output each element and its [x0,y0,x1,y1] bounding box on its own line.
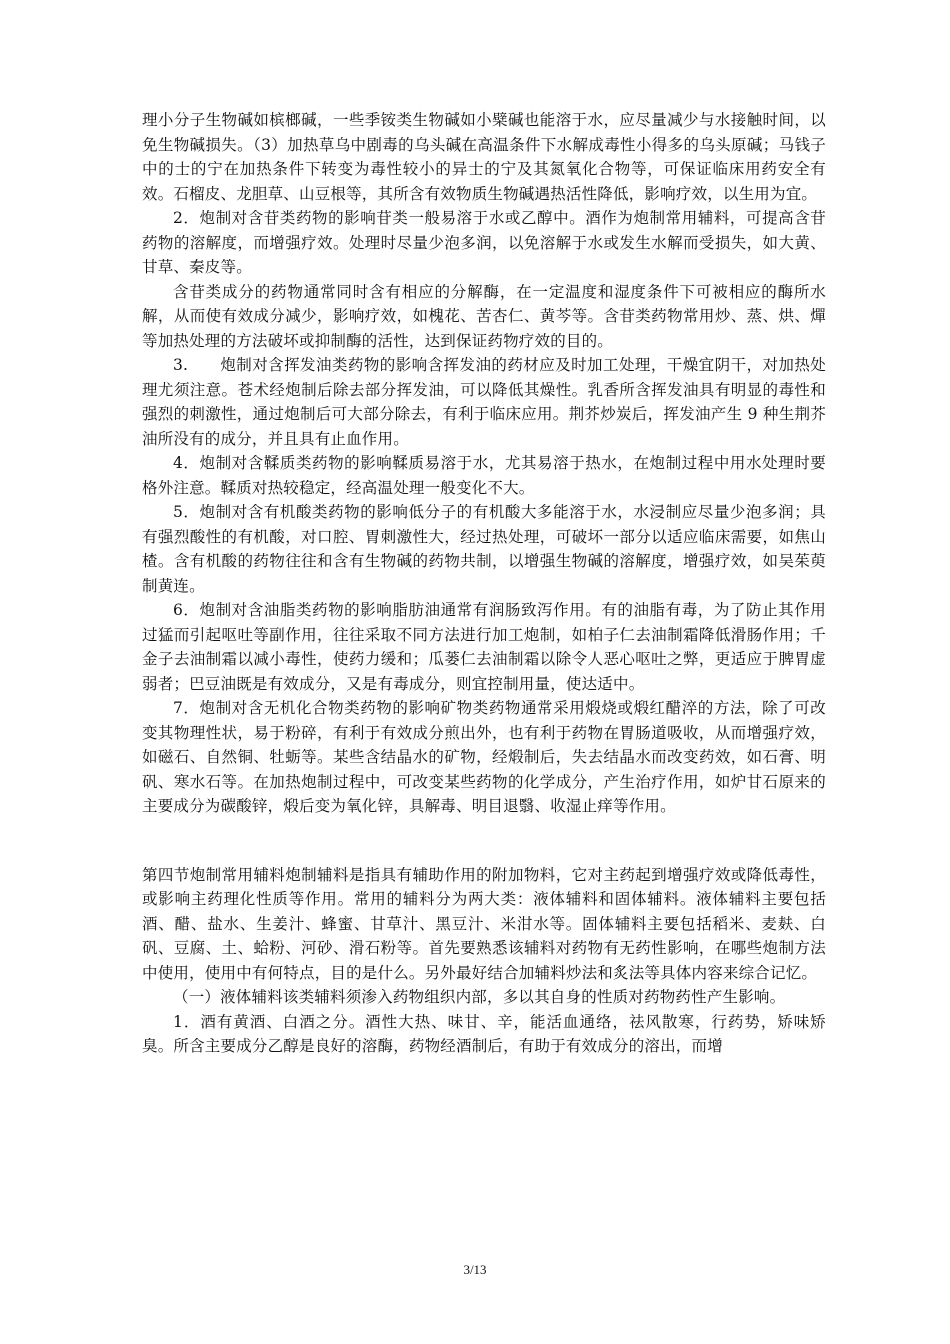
paragraph-glycosides: 2．炮制对含苷类药物的影响苷类一般易溶于水或乙醇中。酒作为炮制常用辅料，可提高含苷药物的溶解度，而增强疗效。处理时尽量少泡多润，以免溶解于水或发生水解而受损失，如大黄、甘草、秦皮等。 [142,209,826,276]
paragraph-tannins: 4．炮制对含鞣质类药物的影响鞣质易溶于水，尤其易溶于热水，在炮制过程中用水处理时要格外注意。鞣质对热较稳定，经高温处理一般变化不大。 [142,454,826,497]
paragraph-volatile-oils: 3. 炮制对含挥发油类药物的影响含挥发油的药材应及时加工处理，干燥宜阴干，对加热处理尤须注意。苍术经炮制后除去部分挥发油，可以降低其燥性。乳香所含挥发油具有明显的毒性和强烈的刺激性，通过炮制后可大部分除去，有利于临床应用。荆芥炒炭后，挥发油产生 9 种生荆芥油所没有的成分，并且具有止血作用。 [142,356,826,448]
paragraph-glycoside-enzymes: 含苷类成分的药物通常同时含有相应的分解酶，在一定温度和湿度条件下可被相应的酶所水解，从而使有效成分减少，影响疗效，如槐花、苦杏仁、黄芩等。含苷类药物常用炒、蒸、烘、燀等加热处理的方法破坏或抑制酶的活性，达到保证药物疗效的目的。 [142,282,826,350]
paragraph-liquid-auxiliaries: （一）液体辅料该类辅料须渗入药物组织内部，多以其自身的性质对药物药性产生影响。 [173,988,786,1006]
document-body [142,108,826,1059]
paragraph-alkaloid-continued: 理小分子生物碱如槟榔碱，一些季铵类生物碱如小檗碱也能溶于水，应尽量减少与水接触时间，以免生物碱损失。（3）加热草乌中剧毒的乌头碱在高温条件下水解成毒性小得多的乌头原碱；马钱子中的士的宁在加热条件下转变为毒性较小的异士的宁及其氮氧化合物等，可保证临床用药安全有效。石榴皮、龙胆草、山豆根等，其所含有效物质生物碱遇热活性降低，影响疗效，以生用为宜。 [142,111,826,203]
section-gap [142,819,826,863]
paragraph-section-four-auxiliary-materials: 第四节炮制常用辅料炮制辅料是指具有辅助作用的附加物料，它对主药起到增强疗效或降低毒性，或影响主药理化性质等作用。常用的辅料分为两大类：液体辅料和固体辅料。液体辅料主要包括酒、醋、盐水、生姜汁、蜂蜜、甘草汁、黑豆汁、米泔水等。固体辅料主要包括稻米、麦麸、白矾、豆腐、土、蛤粉、河砂、滑石粉等。首先要熟悉该辅料对药物有无药性影响，在哪些炮制方法中使用，使用中有何特点，目的是什么。另外最好结合加辅料炒法和炙法等具体内容来综合记忆。 [142,865,826,982]
paragraph-organic-acids: 5．炮制对含有机酸类药物的影响低分子的有机酸大多能溶于水，水浸制应尽量少泡多润；具有强烈酸性的有机酸，对口腔、胃刺激性大，经过热处理，可破坏一部分以适应临床需要，如焦山楂。含有机酸的药物往往和含有生物碱的药物共制，以增强生物碱的溶解度，增强疗效，如吴茱萸制黄连。 [142,503,826,595]
paragraph-inorganic-compounds: 7．炮制对含无机化合物类药物的影响矿物类药物通常采用煅烧或煅红醋淬的方法，除了可改变其物理性状，易于粉碎，有利于有效成分煎出外，也有利于药物在胃肠道吸收，从而增强疗效，如磁石、自然铜、牡蛎等。某些含结晶水的矿物，经煅制后，失去结晶水而改变药效，如石膏、明矾、寒水石等。在加热炮制过程中，可改变某些药物的化学成分，产生治疗作用，如炉甘石原来的主要成分为碳酸锌，煅后变为氧化锌，具解毒、明目退翳、收湿止痒等作用。 [142,699,826,815]
paragraph-wine: 1．酒有黄酒、白酒之分。酒性大热、味甘、辛，能活血通络，祛风散寒，行药势，矫味矫臭。所含主要成分乙醇是良好的溶酶，药物经酒制后，有助于有效成分的溶出，而增 [142,1012,826,1055]
page-number: 3/13 [463,1262,487,1277]
paragraph-fatty-oils: 6．炮制对含油脂类药物的影响脂肪油通常有润肠致泻作用。有的油脂有毒，为了防止其作用过猛而引起呕吐等副作用，往往采取不同方法进行加工炮制，如柏子仁去油制霜降低滑肠作用；千金子去油制霜以减小毒性，使药力缓和；瓜蒌仁去油制霜以除令人恶心呕吐之弊，更适应于脾胃虚弱者；巴豆油既是有效成分，又是有毒成分，则宜控制用量，使达适中。 [142,601,826,693]
